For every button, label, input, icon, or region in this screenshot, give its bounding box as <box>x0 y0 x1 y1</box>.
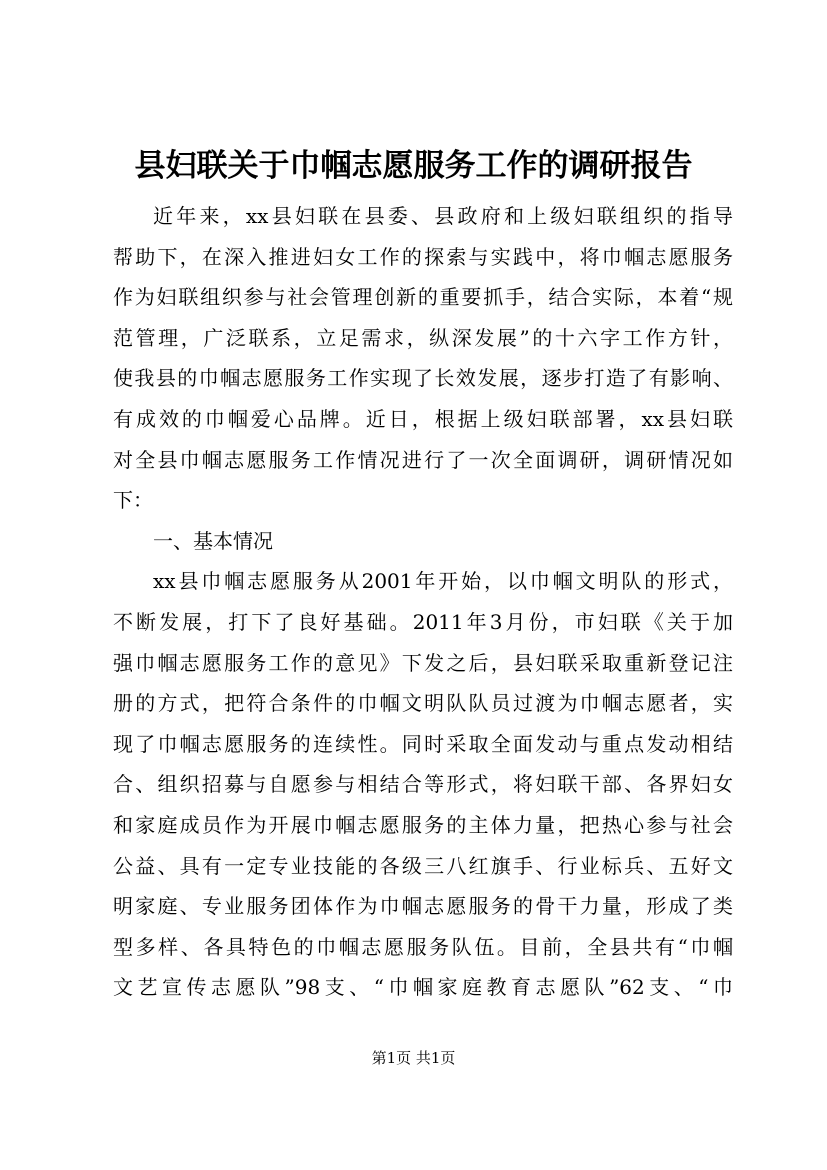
paragraph-line: 和家庭成员作为开展巾帼志愿服务的主体力量，把热心参与社会 <box>113 812 733 837</box>
document-body <box>113 196 733 1008</box>
paragraph-line: 不断发展，打下了良好基础。2011年3月份，市妇联《关于加 <box>113 609 733 634</box>
paragraph-line: 使我县的巾帼志愿服务工作实现了长效发展，逐步打造了有影响、 <box>113 366 733 391</box>
section-heading: 一、基本情况 <box>153 528 273 553</box>
paragraph-line: 文艺宣传志愿队”98支、“巾帼家庭教育志愿队”62支、“巾 <box>113 975 733 1000</box>
paragraph-line: 合、组织招募与自愿参与相结合等形式，将妇联干部、各界妇女 <box>113 772 733 797</box>
paragraph-line: 范管理，广泛联系，立足需求，纵深发展”的十六字工作方针， <box>113 325 733 350</box>
paragraph-line: 册的方式，把符合条件的巾帼文明队队员过渡为巾帼志愿者，实 <box>113 691 733 716</box>
paragraph-line: 现了巾帼志愿服务的连续性。同时采取全面发动与重点发动相结 <box>113 731 733 756</box>
paragraph-line: 型多样、各具特色的巾帼志愿服务队伍。目前，全县共有“巾帼 <box>113 934 733 959</box>
page-number-footer: 第1页 共1页 <box>371 1049 456 1067</box>
paragraph-line: 下： <box>113 488 153 513</box>
paragraph-line: 公益、具有一定专业技能的各级三八红旗手、行业标兵、五好文 <box>113 853 733 878</box>
paragraph-line: 近年来，xx县妇联在县委、县政府和上级妇联组织的指导 <box>153 204 733 228</box>
paragraph-line: xx县巾帼志愿服务从2001年开始，以巾帼文明队的形式， <box>153 569 733 594</box>
paragraph-line: 作为妇联组织参与社会管理创新的重要抓手，结合实际，本着“规 <box>113 285 733 310</box>
document-title: 县妇联关于巾帼志愿服务工作的调研报告 <box>134 148 693 184</box>
paragraph-line: 强巾帼志愿服务工作的意见》下发之后，县妇联采取重新登记注 <box>113 650 733 675</box>
paragraph-line: 对全县巾帼志愿服务工作情况进行了一次全面调研，调研情况如 <box>113 447 733 472</box>
paragraph-line: 明家庭、专业服务团体作为巾帼志愿服务的骨干力量，形成了类 <box>113 894 733 919</box>
paragraph-line: 帮助下，在深入推进妇女工作的探索与实践中，将巾帼志愿服务 <box>113 244 733 269</box>
paragraph-line: 有成效的巾帼爱心品牌。近日，根据上级妇联部署，xx县妇联 <box>113 406 733 431</box>
